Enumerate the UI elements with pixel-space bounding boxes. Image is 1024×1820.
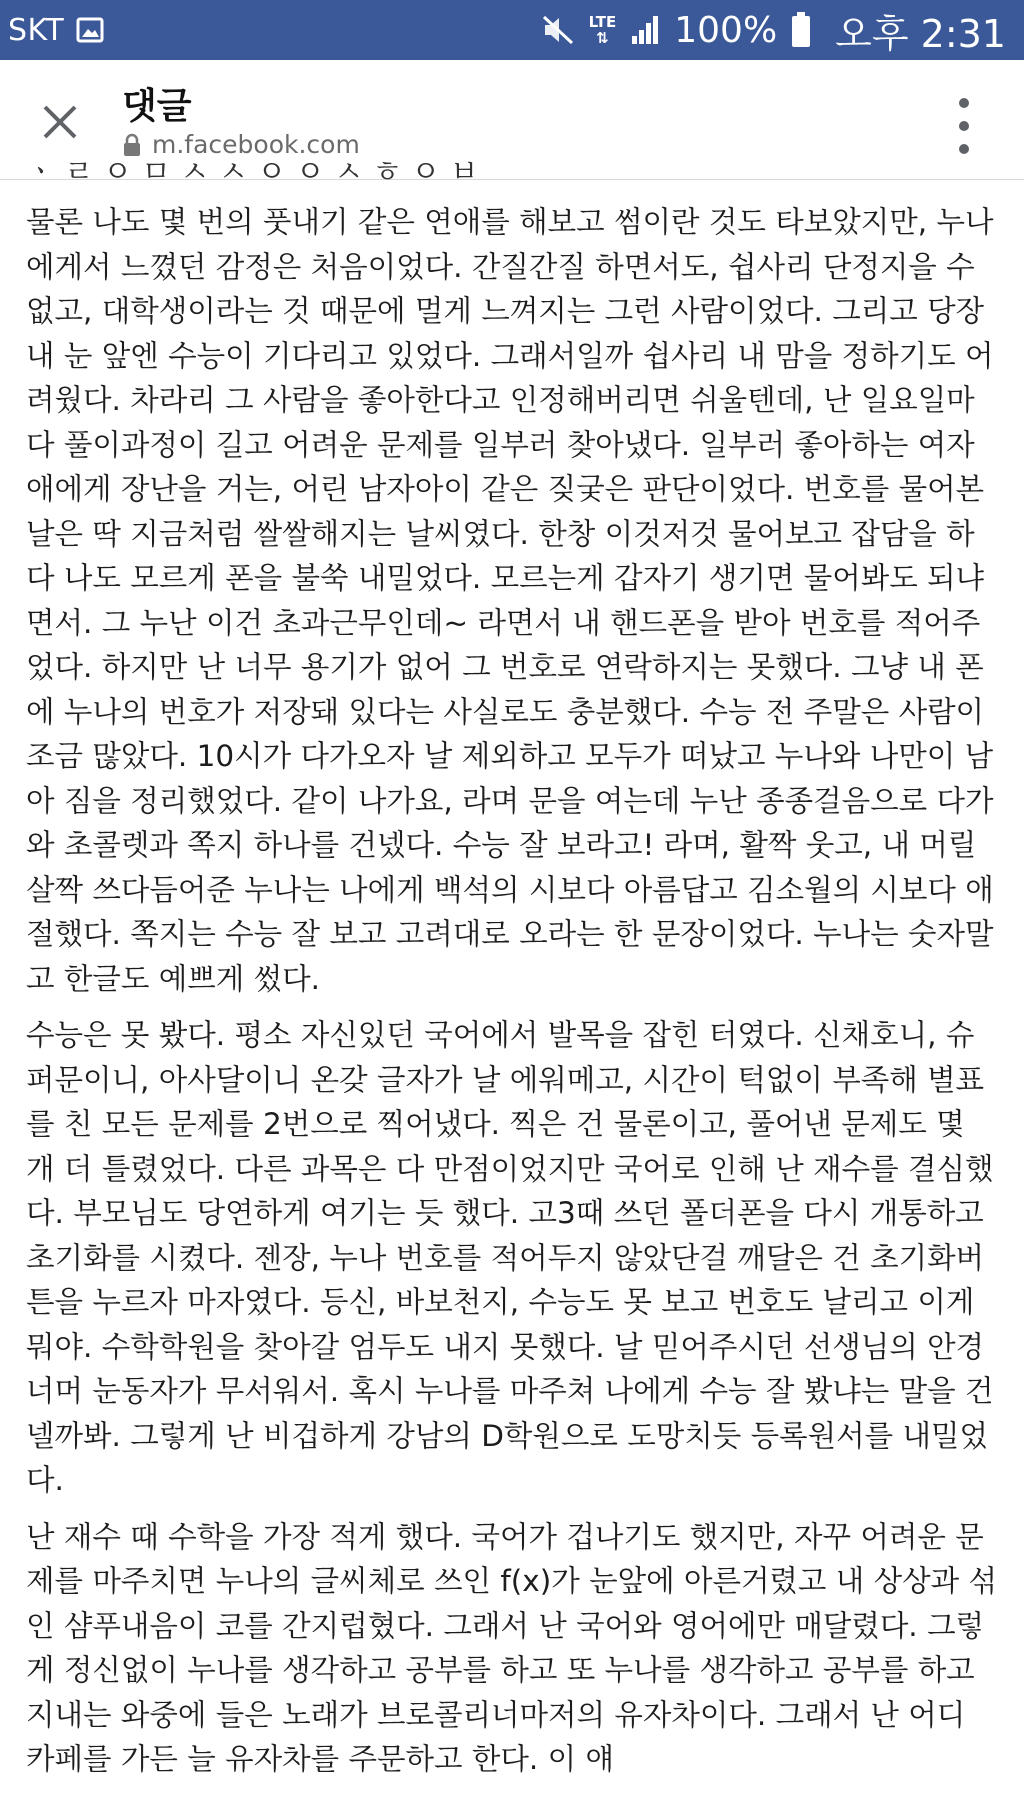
page-title: 댓글 (122, 86, 192, 127)
comment-paragraph: 난 재수 때 수학을 가장 적게 했다. 국어가 겁나기도 했지만, 자꾸 어려운 문제를 마주치면 누나의 글씨체로 쓰인 f(x)가 눈앞에 아른거렸고 내 상상과 섞인 샴푸내음이 코를 간지럽혔다. 그래서 난 국어와 영어에만 매달렸다. 그렇게 정신없이 누나를 생각하고 공부를 하고 또 누나를 생각하고 공부를 하고 지내는 와중에 들은 노래가 브로콜리너마저의 유자차이다. 그래서 난 어디 카페를 가든 늘 유자차를 주문하고 한다. 이 얘 (26, 1519, 998, 1776)
status-left (8, 13, 104, 48)
data-arrows-icon: ⇅ (596, 29, 609, 47)
battery-percent: 100% (674, 9, 778, 51)
battery-icon (791, 12, 811, 48)
comment-paragraph: 물론 나도 몇 번의 풋내기 같은 연애를 해보고 썸이란 것도 타보았지만, 누나에게서 느꼈던 감정은 처음이었다. 간질간질 하면서도, 쉽사리 단정지을 수 없고, 대학생이라는 것 때문에 멀게 느껴지는 그런 사람이었다. 그리고 당장 내 눈 앞엔 수능이 기다리고 있었다. 그래서일까 쉽사리 내 맘을 정하기도 어려웠다. 차라리 그 사람을 좋아한다고 인정해버리면 쉬울텐데, 난 일요일마다 풀이과정이 길고 어려운 문제를 일부러 찾아냈다. 일부러 좋아하는 여자애에게 장난을 거는, 어린 남자아이 같은 짖궂은 판단이었다. 번호를 물어본 날은 딱 지금처럼 쌀쌀해지는 날씨였다. 한창 이것저것 물어보고 잡담을 하다 나도 모르게 폰을 불쑥 내밀었다. 모르는게 갑자기 생기면 물어봐도 되냐면서. 그 누난 이건 초과근무인데~ 라면서 내 핸드폰을 받아 번호를 적어주었다. 하지만 난 너무 용기가 없어 그 번호로 연락하지는 못했다. 그냥 내 폰에 누나의 번호가 저장돼 있다는 사실로도 충분했다. 수능 전 주말은 사람이 조금 많았다. 10시가 다가오자 날 제외하고 모두가 떠났고 누나와 나만이 남아 짐을 정리했었다. 같이 나가요, 라며 문을 여는데 누난 종종걸음으로 다가와 초콜렛과 쪽지 하나를 건넸다. 수능 잘 보라고! 라며, 활짝 웃고, 내 머릴 살짝 쓰다듬어준 누나는 나에게 백석의 시보다 아름답고 김소월의 시보다 애절했다. 쪽지는 수능 잘 보고 고려대로 오라는 한 문장이었다. 누나는 숫자말고 한글도 예쁘게 썼다. (26, 205, 994, 996)
network-label: LTE (588, 13, 617, 31)
clipped-text-line: ㆍ ㄹ ㅇ ㅁ ㅅ ㅅ ㅇ ㅇ ㅅ ㅎ ㅇ ㅂ (26, 155, 479, 190)
more-vert-icon-dot (959, 144, 969, 154)
more-vert-icon-dot (959, 121, 969, 131)
signal-icon (630, 14, 660, 46)
clock: 오후 2:31 (835, 11, 1006, 56)
url-text: m.facebook.com (152, 130, 360, 159)
mute-icon (541, 14, 575, 46)
status-bar (0, 0, 1024, 60)
comment-body (26, 200, 1001, 1794)
network-indicator (589, 14, 617, 46)
close-button[interactable] (30, 92, 90, 152)
comment-paragraph: 수능은 못 봤다. 평소 자신있던 국어에서 발목을 잡힌 터였다. 신채호니, 슈퍼문이니, 아사달이니 온갖 글자가 날 에워메고, 시간이 턱없이 부족해 별표를 친 모든 문제를 2번으로 찍어냈다. 찍은 건 물론이고, 풀어낸 문제도 몇 개 더 틀렸었다. 다른 과목은 다 만점이었지만 국어로 인해 난 재수를 결심했다. 부모님도 당연하게 여기는 듯 했다. 고3때 쓰던 폴더폰을 다시 개통하고 초기화를 시켰다. 젠장, 누나 번호를 적어두지 않았단걸 깨달은 건 초기화버튼을 누르자 마자였다. 등신, 바보천지, 수능도 못 보고 번호도 날리고 이게 뭐야. 수학학원을 찾아갈 엄두도 내지 못했다. 날 믿어주시던 선생님의 안경 너머 눈동자가 무서워서. 혹시 누나를 마주쳐 나에게 수능 잘 봤냐는 말을 건넬까봐. 그렇게 난 비겁하게 강남의 D학원으로 도망치듯 등록원서를 내밀었다. (26, 1018, 994, 1497)
more-vert-icon (959, 98, 969, 108)
gallery-icon (76, 17, 104, 43)
close-icon (40, 102, 80, 142)
comment-content[interactable] (0, 155, 1024, 1820)
more-options-button[interactable] (952, 98, 976, 154)
carrier-label: SKT (8, 12, 65, 48)
status-right (541, 3, 1006, 58)
